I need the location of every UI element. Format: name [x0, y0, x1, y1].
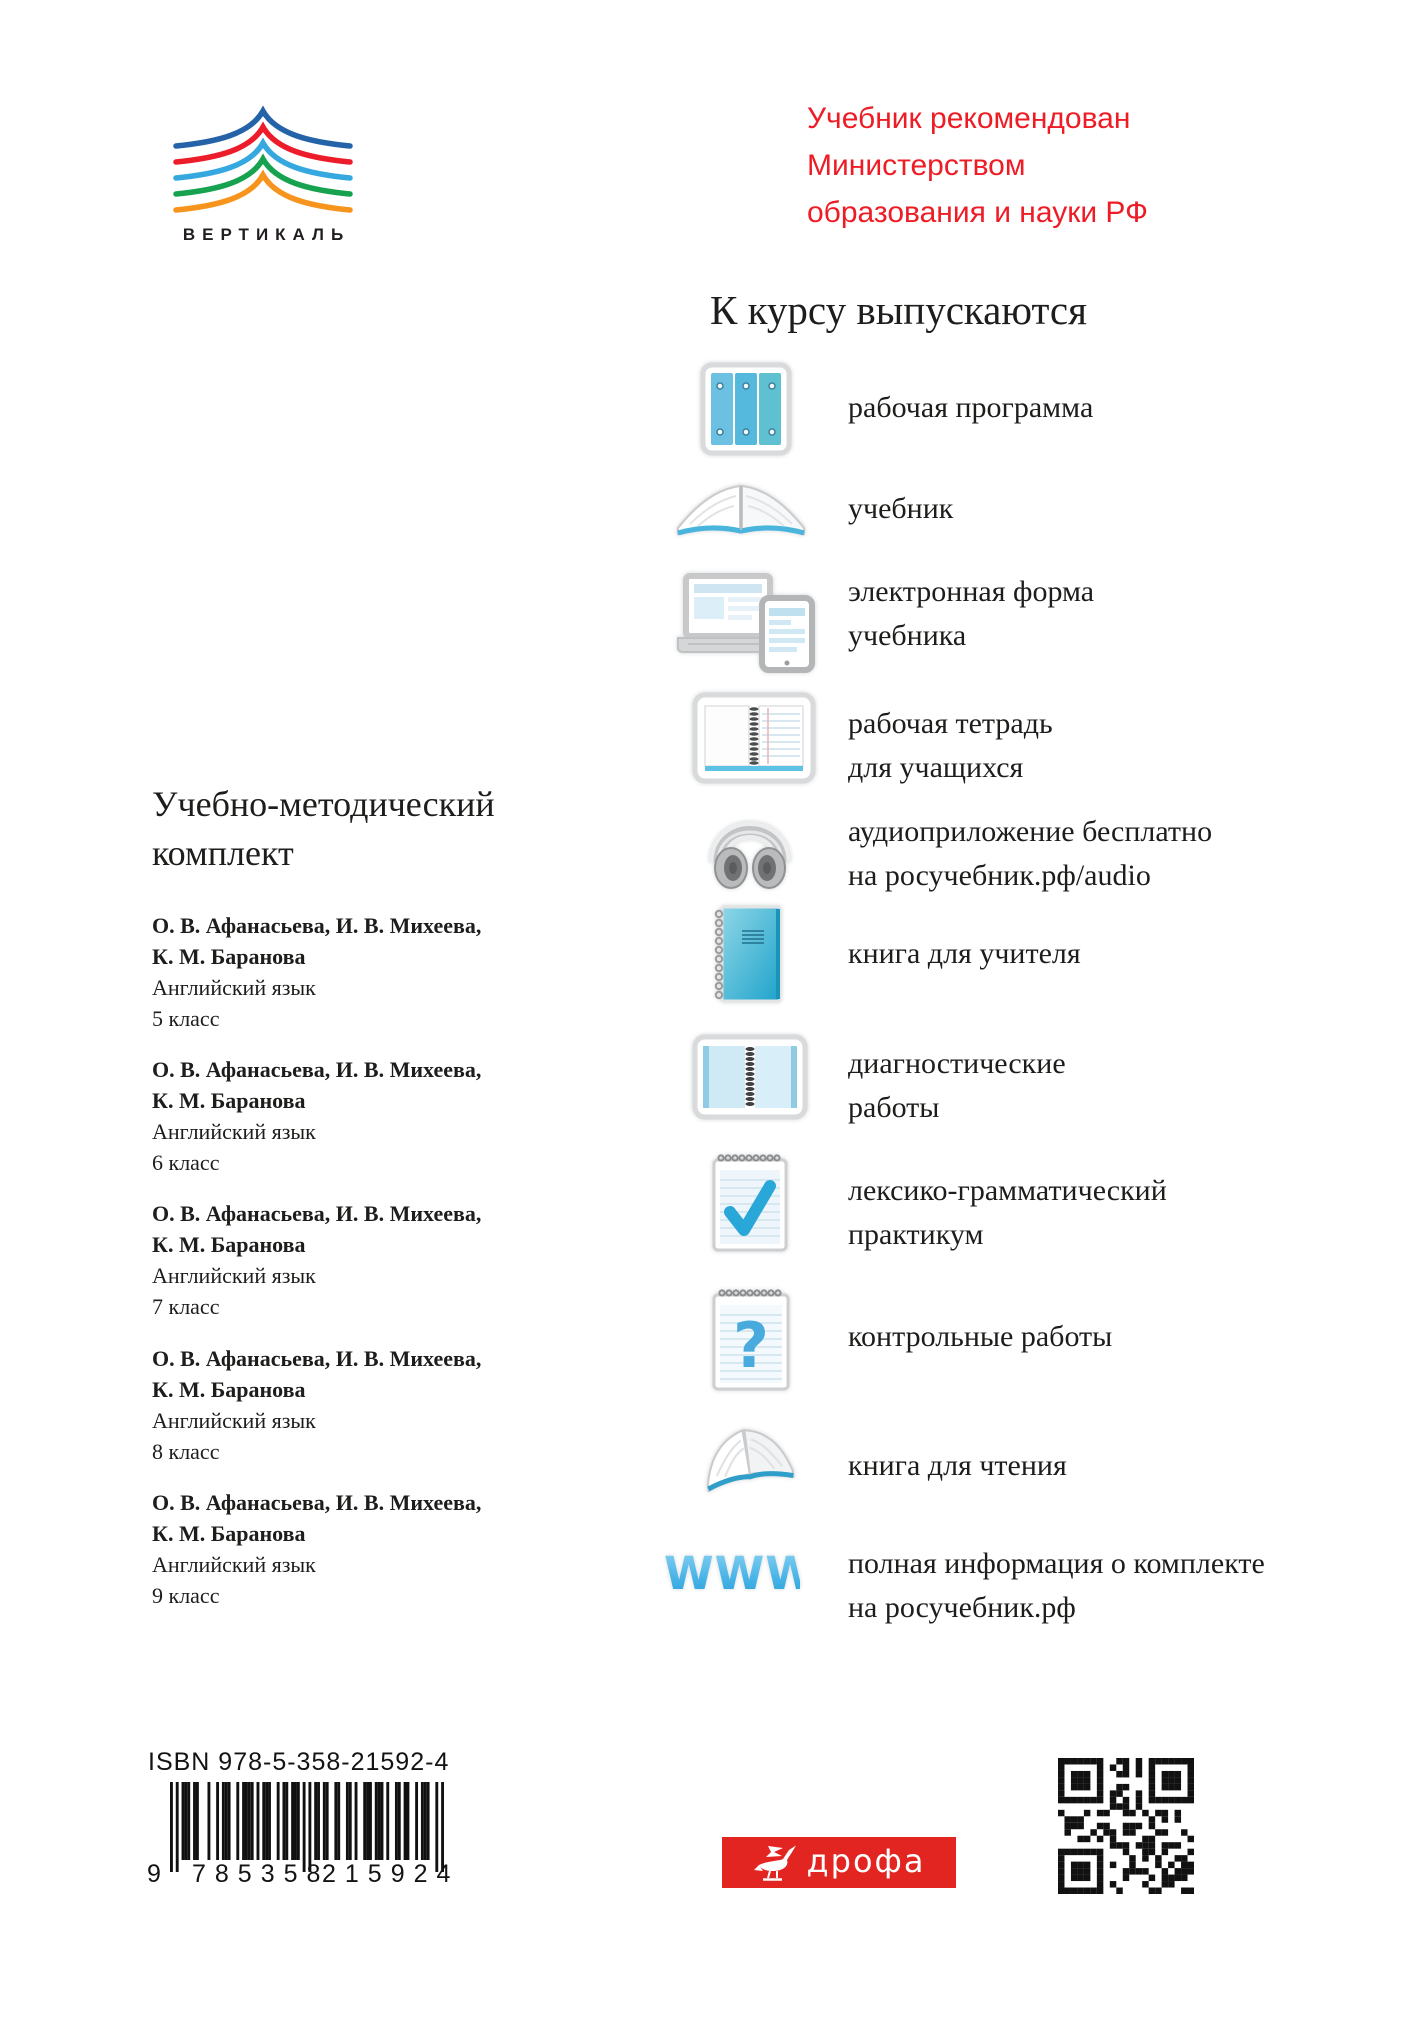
svg-text:?: ? [733, 1309, 769, 1382]
course-item-label: рабочая тетрадь для учащихся [848, 707, 1053, 784]
kit-entry: О. В. Афанасьева, И. В. Михеева, К. М. Баранова Английский язык 6 класс [152, 1057, 482, 1175]
barcode-digit-group: 215924 [322, 1860, 460, 1888]
vertikal-logo [173, 96, 353, 245]
kit-entry: О. В. Афанасьева, И. В. Михеева, К. М. Баранова Английский язык 8 класс [152, 1346, 482, 1464]
reading-book-icon [692, 1402, 802, 1500]
qr-code [1058, 1758, 1194, 1894]
diagnostic-icon [692, 1034, 808, 1120]
course-item-label: книга для учителя [848, 937, 1081, 970]
course-item-label: рабочая программа [848, 391, 1094, 424]
kit-heading: Учебно-методический комплект [152, 784, 495, 873]
check-notepad-icon [708, 1148, 792, 1254]
barcode-digit-group: 785358 [192, 1860, 330, 1888]
vertikal-wordmark: ВЕРТИКАЛЬ [182, 225, 351, 244]
question-notepad-icon [708, 1281, 794, 1393]
headphones-icon [706, 804, 794, 898]
drofa-bird-icon [753, 1844, 797, 1882]
binders-icon [700, 362, 792, 456]
barcode [170, 1782, 444, 1872]
course-item-label: лексико-грамматический практикум [848, 1174, 1167, 1251]
drofa-logo [722, 1837, 956, 1888]
textbook-icon [670, 472, 812, 546]
ministry-recommendation [807, 95, 1148, 236]
course-heading: К курсу выпускаются [710, 287, 1087, 333]
kit-entry: О. В. Афанасьева, И. В. Михеева, К. М. Баранова Английский язык 7 класс [152, 1201, 482, 1319]
course-item-label: электронная форма учебника [848, 575, 1095, 652]
kit-entry: О. В. Афанасьева, И. В. Михеева, К. М. Баранова Английский язык 9 класс [152, 1490, 482, 1608]
vertikal-chevrons-icon [173, 96, 353, 218]
recommendation-line: Министерством [807, 149, 1026, 182]
isbn-text: ISBN 978-5-358-21592-4 [148, 1748, 450, 1776]
workbook-icon [692, 692, 816, 784]
recommendation-line: образования и науки РФ [807, 196, 1148, 229]
course-item-label: книга для чтения [848, 1449, 1067, 1482]
www-icon: WWW [664, 1544, 800, 1608]
teacher-book-icon [706, 903, 786, 1005]
kit-entry: О. В. Афанасьева, И. В. Михеева, К. М. Баранова Английский язык 5 класс [152, 913, 482, 1031]
course-item-label: полная информация о комплекте на росучебник.рф [848, 1547, 1265, 1624]
course-item-label: учебник [848, 492, 954, 525]
barcode-digit-group: 9 [147, 1860, 161, 1888]
course-item-label: контрольные работы [848, 1320, 1113, 1353]
devices-icon [674, 572, 816, 674]
drofa-wordmark: дрофа [806, 1841, 926, 1880]
course-item-label: аудиоприложение бесплатно на росучебник.рф/audio [848, 815, 1213, 892]
course-item-label: диагностические работы [848, 1047, 1066, 1124]
recommendation-line: Учебник рекомендован [807, 102, 1131, 135]
